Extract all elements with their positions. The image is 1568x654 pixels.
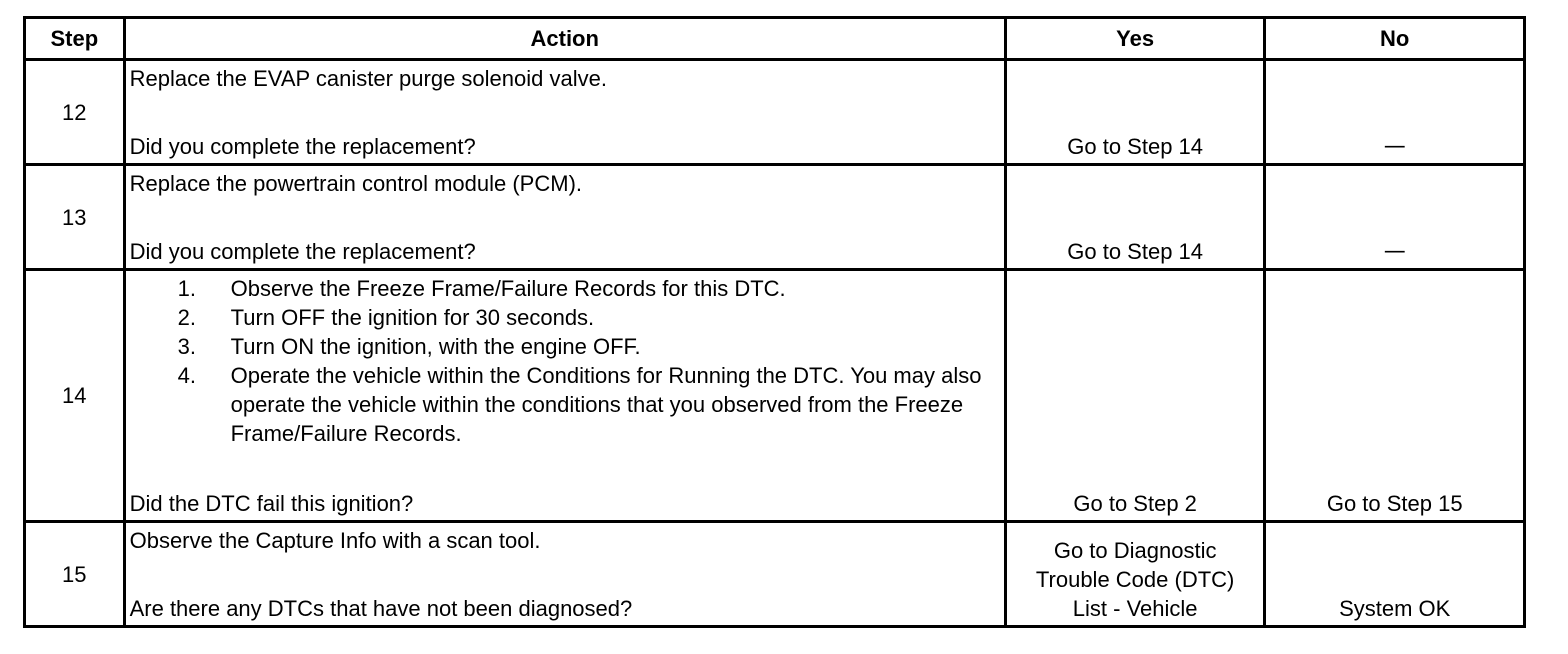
action-cell <box>124 60 1005 165</box>
action-question: Did you complete the replacement? <box>129 134 476 159</box>
yes-result <box>1005 522 1265 627</box>
yes-result <box>1005 60 1265 165</box>
no-result-text: System OK <box>1339 596 1451 621</box>
list-item-text: Observe the Freeze Frame/Failure Records for this DTC. <box>230 276 786 301</box>
no-result-text: — <box>1383 239 1406 264</box>
list-item <box>130 361 1000 448</box>
no-result <box>1265 165 1525 270</box>
list-item-number: 1. <box>177 276 196 301</box>
list-item-number: 2. <box>177 305 196 330</box>
header-step: Step <box>25 18 125 60</box>
table-row <box>25 165 1525 270</box>
no-result-text: — <box>1383 134 1406 159</box>
yes-result <box>1005 270 1265 522</box>
list-item-text: Operate the vehicle within the Conditions for Running the DTC. You may also operate the vehicle within the conditions that you observed from the Freeze Frame/Failure Records. <box>230 363 982 446</box>
list-item-number: 4. <box>177 363 196 388</box>
yes-result-line: Trouble Code (DTC) <box>1035 567 1235 592</box>
action-cell <box>124 270 1005 522</box>
action-cell <box>124 522 1005 627</box>
yes-result-text: Go to Step 14 <box>1067 134 1204 159</box>
step-number: 15 <box>25 522 125 627</box>
table-row <box>25 522 1525 627</box>
table-row <box>25 270 1525 522</box>
action-question: Are there any DTCs that have not been diagnosed? <box>129 596 633 621</box>
no-result <box>1265 60 1525 165</box>
yes-result-text: Go to Step 2 <box>1073 491 1197 516</box>
list-item-text: Turn OFF the ignition for 30 seconds. <box>230 305 595 330</box>
header-yes: Yes <box>1005 18 1265 60</box>
table-header-row <box>25 18 1525 60</box>
yes-result-line: Go to Diagnostic <box>1053 538 1217 563</box>
no-result <box>1265 270 1525 522</box>
list-item <box>130 274 1000 303</box>
action-cell <box>124 165 1005 270</box>
no-result <box>1265 522 1525 627</box>
action-instruction: Replace the EVAP canister purge solenoid valve. <box>129 66 607 91</box>
procedure-list <box>130 274 1000 448</box>
list-item-text: Turn ON the ignition, with the engine OFF. <box>230 334 641 359</box>
no-result-text: Go to Step 15 <box>1326 491 1463 516</box>
action-instruction: Observe the Capture Info with a scan tool. <box>129 528 541 553</box>
yes-result-text: Go to Step 14 <box>1067 239 1204 264</box>
header-no: No <box>1265 18 1525 60</box>
action-instruction: Replace the powertrain control module (PCM). <box>129 171 583 196</box>
step-number: 12 <box>25 60 125 165</box>
yes-result <box>1005 165 1265 270</box>
table-row <box>25 60 1525 165</box>
list-item <box>130 303 1000 332</box>
action-question: Did you complete the replacement? <box>129 239 476 264</box>
diagnostic-table <box>23 16 1526 628</box>
step-number: 14 <box>25 270 125 522</box>
list-item <box>130 332 1000 361</box>
header-action: Action <box>124 18 1005 60</box>
yes-result-line: List - Vehicle <box>1072 596 1198 621</box>
step-number: 13 <box>25 165 125 270</box>
action-question: Did the DTC fail this ignition? <box>129 491 414 516</box>
list-item-number: 3. <box>177 334 196 359</box>
